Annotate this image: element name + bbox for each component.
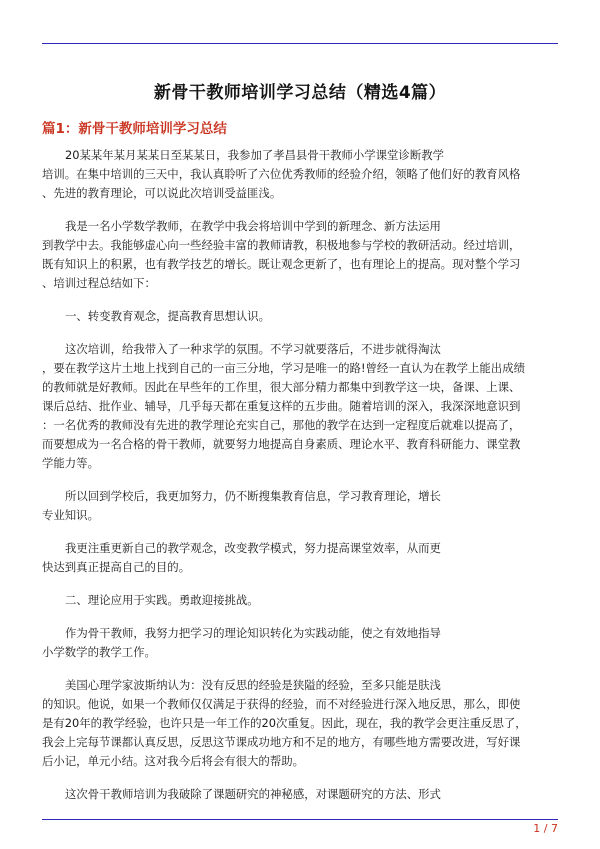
paragraph — [42, 487, 558, 525]
text-line: 这次培训，给我带入了一种求学的氛围。不学习就要落后，不进步就得淘汰 — [65, 342, 441, 356]
text-line: 是有20年的教学经验，也许只是一年工作的20次重复。因此，现在，我的教学会更注重反思了， — [42, 716, 527, 730]
paragraph — [42, 785, 558, 804]
text-line: 的教师就是好教师。因此在早些年的工作里，很大部分精力都集中到教学这一块，备课、上课、 — [42, 380, 521, 394]
text-line: 、培训过程总结如下： — [42, 276, 156, 290]
text-line: 的知识。他说，如果一个教师仅仅满足于获得的经验，而不对经验进行深入地反思，那么，即使 — [42, 697, 521, 711]
paragraph — [42, 676, 558, 771]
text-line: ，要在教学这片土地上找到自己的一亩三分地，学习是唯一的路!曾经一直认为在教学上能出成绩 — [42, 361, 525, 375]
paragraph — [42, 340, 558, 473]
text-line: 20某某年某月某某日至某某日，我参加了孝昌县骨干教师小学课堂诊断教学 — [65, 148, 444, 162]
text-line: 到教学中去。我能够虚心向一些经验丰富的教师请教，积极地参与学校的教研活动。经过培训， — [42, 238, 521, 252]
text-line: 学能力等。 — [42, 456, 99, 470]
text-line: 而要想成为一名合格的骨干教师，就要努力地提高自身素质、理论水平、教育科研能力、课堂教 — [42, 437, 521, 451]
text-line: 后小记，单元小结。这对我今后将会有很大的帮助。 — [42, 754, 304, 768]
text-line: 快达到真正提高自己的目的。 — [42, 560, 191, 574]
text-line: 培训。在集中培训的三天中，我认真聆听了六位优秀教师的经验介绍，领略了他们好的教育风格 — [42, 167, 521, 181]
subheading-line: 一、转变教育观念，提高教育思想认识。 — [65, 309, 271, 323]
text-line: 我会上完每节课都认真反思，反思这节课成功地方和不足的地方，有哪些地方需要改进，写好课 — [42, 735, 521, 749]
text-line: 小学数学的教学工作。 — [42, 645, 156, 659]
text-line: 所以回到学校后，我更加努力，仍不断搜集教育信息，学习教育理论，增长 — [65, 489, 441, 503]
text-line: 课后总结、批作业、辅导，几乎每天都在重复这样的五步曲。随着培训的深入，我深深地意识到 — [42, 399, 521, 413]
paragraph — [42, 146, 558, 203]
header-rule — [42, 43, 558, 44]
text-line: 作为骨干教师，我努力把学习的理论知识转化为实践动能，使之有效地指导 — [65, 626, 441, 640]
text-line: 这次骨干教师培训为我破除了课题研究的神秘感，对课题研究的方法、形式 — [65, 787, 441, 801]
paragraph — [42, 307, 558, 326]
text-line: 、先进的教育理论，可以说此次培训受益匪浅。 — [42, 186, 282, 200]
paragraph — [42, 217, 558, 293]
page-number: 1 / 7 — [533, 822, 558, 835]
paragraph — [42, 624, 558, 662]
text-line: 我是一名小学数学教师，在教学中我会将培训中学到的新理念、新方法运用 — [65, 219, 441, 233]
section-heading: 篇1：新骨干教师培训学习总结 — [42, 121, 227, 137]
paragraph — [42, 591, 558, 610]
text-line: 美国心理学家波斯纳认为：没有反思的经验是狭隘的经验，至多只能是肤浅 — [65, 678, 441, 692]
document-title: 新骨干教师培训学习总结（精选4篇） — [153, 83, 447, 103]
subheading-line: 二、理论应用于实践。勇敢迎接挑战。 — [65, 593, 259, 607]
footer-rule — [42, 819, 558, 820]
document-body — [42, 146, 558, 818]
text-line: 专业知识。 — [42, 508, 99, 522]
text-line: ：一名优秀的教师没有先进的教学理论充实自己，那他的教学在达到一定程度后就难以提高了， — [42, 418, 521, 432]
paragraph — [42, 539, 558, 577]
text-line: 既有知识上的积累，也有教学技艺的增长。既让观念更新了，也有理论上的提高。现对整个学习 — [42, 257, 521, 271]
text-line: 我更注重更新自己的教学观念，改变教学模式，努力提高课堂效率，从而更 — [65, 541, 441, 555]
